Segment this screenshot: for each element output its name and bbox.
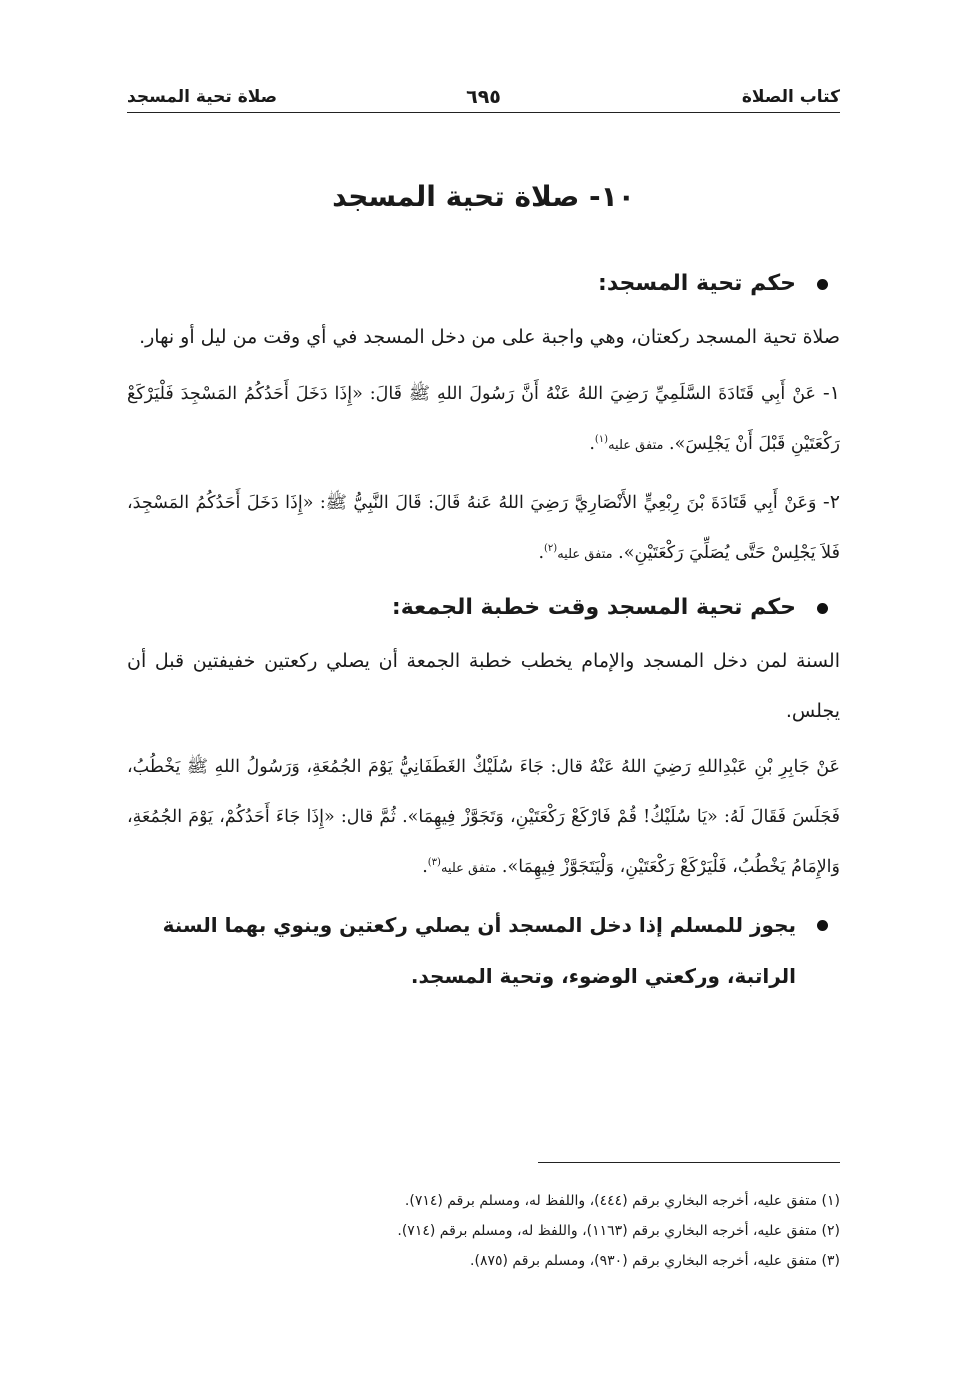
bullet-icon bbox=[817, 603, 828, 614]
heading-text: حكم تحية المسجد: bbox=[598, 271, 796, 296]
hadith-verdict: متفق عليه bbox=[557, 547, 613, 562]
hadith-1 bbox=[127, 368, 840, 471]
section-heading-friday bbox=[127, 586, 840, 630]
ruling-paragraph: صلاة تحية المسجد ركعتان، وهي واجبة على من دخل المسجد في أي وقت من ليل أو نهار. bbox=[139, 326, 840, 348]
section-title: صلاة تحية المسجد bbox=[127, 87, 278, 107]
footnote-3: (٣) متفق عليه، أخرجه البخاري برقم (٩٣٠)، ومسلم برقم (٨٧٥). bbox=[470, 1253, 840, 1269]
hadith-verdict: متفق عليه bbox=[440, 861, 497, 876]
hadith-text: عَنْ جَابِرِ بْنِ عَبْدِاللهِ رَضِيَ اللهُ عَنْهُ قال: جَاءَ سُلَيْكٌ الغَطَفَانِيُّ يَوْمَ الجُمُعَةِ، وَرَسُولُ اللهِ ﷺ يَخْطُبُ، فَجَلَسَ فَقَالَ لَهُ: «يَا سُلَيْكُ! قُمْ فَارْكَعْ رَكْعَتَيْنِ، وَتَجَوَّزْ فِيهِمَا». ثُمَّ قال: «إِذَا جَاءَ أَحَدُكُمْ، يَوْمَ الجُمُعَةِ، وَالإِمَامُ يَخْطُبُ، فَلْيَرْكَعْ رَكْعَتَيْنِ، وَلْيَتَجَوَّزْ فِيهِمَا». bbox=[127, 757, 840, 877]
footnote-ref: (٣) bbox=[427, 857, 441, 869]
bullet-icon bbox=[817, 920, 828, 931]
hadith-2 bbox=[127, 477, 840, 580]
page-number: ٦٩٥ bbox=[466, 86, 501, 108]
friday-paragraph: السنة لمن دخل المسجد والإمام يخطب خطبة الجمعة أن يصلي ركعتين خفيفتين قبل أن يجلس. bbox=[127, 650, 840, 722]
hadith-number: ٢- bbox=[822, 491, 840, 513]
hadith-text: عَنْ أَبِي قَتَادَةَ السَّلَمِيِّ رَضِيَ اللهُ عَنْهُ أَنَّ رَسُولَ اللهِ ﷺ قَالَ: «إِذَا دَخَلَ أَحَدُكُمُ المَسْجِدَ فَلْيَرْكَعْ رَكْعَتَيْنِ قَبْلَ أَنْ يَجْلِسَ». bbox=[127, 384, 840, 454]
section-heading-combined-intent bbox=[127, 900, 840, 1002]
hadith-text: وَعَنْ أَبِي قَتَادَةَ بْنَ رِبْعِيٍّ الأَنْصَارِيَّ رَضِيَ اللهُ عَنهُ قَالَ: قَالَ النَّبِيُّ ﷺ: «إِذَا دَخَلَ أَحَدُكُمُ المَسْجِدَ، فَلاَ يَجْلِسْ حَتَّى يُصَلِّيَ رَكْعَتَيْنِ». bbox=[127, 493, 840, 563]
book-page bbox=[127, 0, 840, 1382]
hadith-number: ١- bbox=[822, 382, 840, 404]
footnote-ref: (٢) bbox=[544, 543, 558, 555]
hadith-3 bbox=[127, 742, 840, 894]
hadith-end: . bbox=[589, 434, 595, 454]
heading-text: يجوز للمسلم إذا دخل المسجد أن يصلي ركعتين وينوي بهما السنة الراتبة، وركعتي الوضوء، وتحية المسجد. bbox=[162, 913, 796, 988]
page-body bbox=[127, 262, 840, 1002]
footnote-2: (٢) متفق عليه، أخرجه البخاري برقم (١١٦٣)، واللفظ له، ومسلم برقم (٧١٤). bbox=[397, 1223, 840, 1239]
footnote-divider bbox=[538, 1162, 840, 1163]
running-header bbox=[127, 86, 840, 113]
hadith-end: . bbox=[538, 543, 545, 563]
section-heading-ruling bbox=[127, 262, 840, 306]
book-title: كتاب الصلاة bbox=[741, 87, 840, 107]
chapter-title: ١٠- صلاة تحية المسجد bbox=[332, 180, 635, 213]
bullet-icon bbox=[817, 279, 828, 290]
footnotes bbox=[127, 1186, 840, 1276]
footnote-1: (١) متفق عليه، أخرجه البخاري برقم (٤٤٤)، واللفظ له، ومسلم برقم (٧١٤). bbox=[404, 1193, 840, 1209]
footnote-ref: (١) bbox=[594, 434, 609, 446]
hadith-verdict: متفق عليه bbox=[608, 438, 664, 453]
hadith-end: . bbox=[422, 857, 428, 877]
heading-text: حكم تحية المسجد وقت خطبة الجمعة: bbox=[391, 595, 796, 620]
